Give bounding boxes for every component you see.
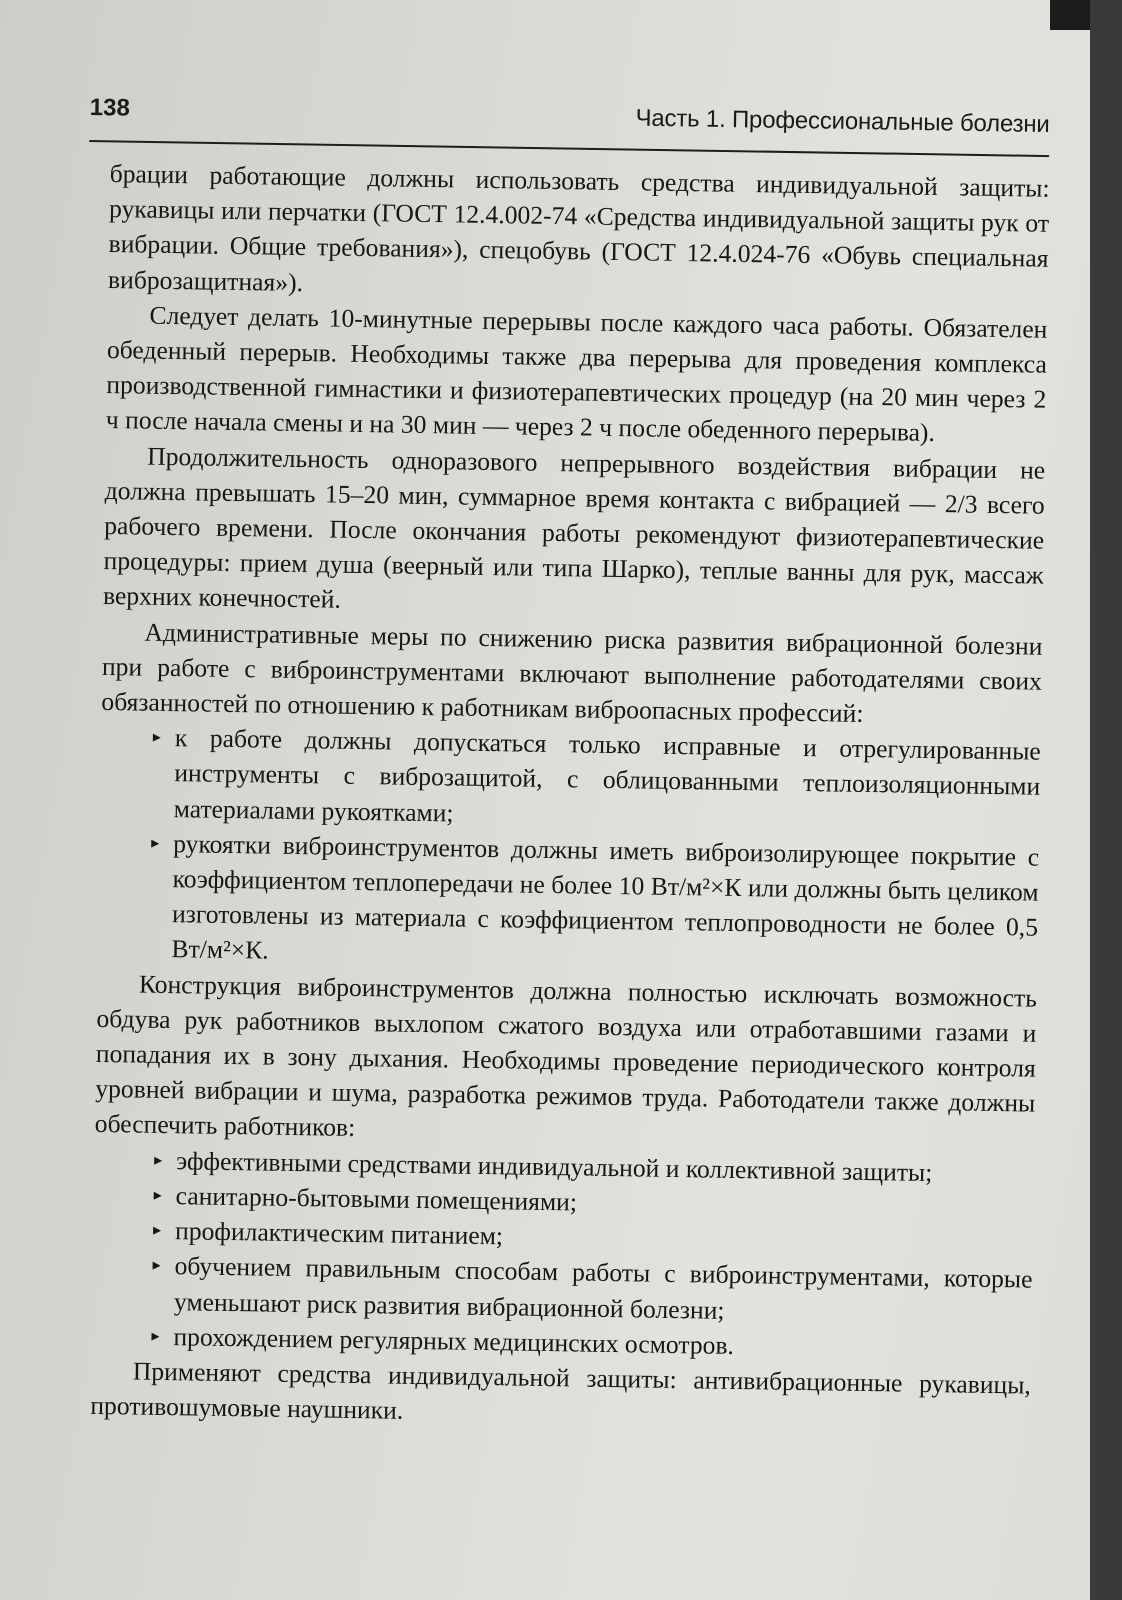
bullet-arrow-icon: ▸ <box>151 834 160 852</box>
page-number: 138 <box>89 94 131 122</box>
list-item-text: рукоятки виброинструментов должны иметь виброизолирующее покрытие с коэффициентом теплопередачи не более 10 Вт/м²×К или должны быть целиком изготовлены из материала с коэффициентом теплопроводности не более 0,5 Вт/м²×К. <box>171 828 1040 966</box>
list-item-text: профилактическим питанием; <box>174 1216 504 1251</box>
bullet-arrow-icon: ▸ <box>152 728 162 747</box>
paragraph-exposure-duration: Продолжительность одноразового непрерывного воздействия вибрации не должна превышать 15–20 мин, суммарное время контакта с вибрацией — 2/3 всего рабочего времени. После окончания работы рекомендуют физиотерапевтические процедуры: прием душа (веерный или типа Шарко), теплые ванны для рук, массаж верхних конечностей. <box>102 441 1046 615</box>
paragraph-breaks: Следует делать 10-минутные перерывы после каждого часа работы. Обязателен обеденный перерыв. Необходимы также два перерыва для проведения комплекса производственной гимнастики и физиотерапевтических процедур (на 20 мин через 2 ч после начала смены и на 30 мин — через 2 ч после обеденного перерыва). <box>105 300 1048 448</box>
running-title: Часть 1. Профессиональные болезни <box>635 104 1050 139</box>
paragraph-ppe: Применяют средства индивидуальной защиты: антивибрационные рукавицы, противошумовые наушники. <box>90 1356 1032 1425</box>
list-item-text: обучением правильным способам работы с виброинструментами, которые уменьшают риск развития вибрационной болезни; <box>173 1251 1033 1325</box>
list-item-text: санитарно-бытовыми помещениями; <box>175 1181 578 1217</box>
list-item-text: эффективными средствами индивидуальной и коллективной защиты; <box>176 1145 933 1187</box>
list-item <box>149 826 1039 981</box>
list-item <box>151 720 1041 840</box>
bullet-arrow-icon: ▸ <box>154 1151 163 1169</box>
page-header <box>89 94 1050 157</box>
bullet-arrow-icon: ▸ <box>152 1257 161 1275</box>
bullet-arrow-icon: ▸ <box>153 1186 162 1204</box>
paragraph-continuation: брации работающие должны использовать средства индивидуальной защиты: рукавицы или перчатки (ГОСТ 12.4.002-74 «Средства индивидуальной защиты рук от вибрации. Общие требования»), спецобувь (ГОСТ 12.4.024-76 «Обувь специальная виброзащитная»). <box>107 158 1050 297</box>
bullet-arrow-icon: ▸ <box>152 1221 162 1240</box>
bullet-arrow-icon: ▸ <box>151 1327 160 1345</box>
page-body <box>90 156 1050 1438</box>
paragraph-administrative-measures: Административные меры по снижению риска развития вибрационной болезни при работе с виброинструментами включают выполнение работодателями своих обязанностей по отношению к работникам виброопасных профессий: <box>101 617 1043 728</box>
worker-provisions-list <box>91 1142 1034 1368</box>
list-item-text: прохождением регулярных медицинских осмотров. <box>173 1321 735 1360</box>
employer-duties-list <box>97 719 1041 980</box>
paragraph-tool-design: Конструкция виброинструментов должна полностью исключать возможность обдува рук работников выхлопом сжатого воздуха или отработавшими газами и попадания их в зону дыхания. Необходимы проведение периодического контроля уровней вибрации и шума, разработка режимов труда. Работодатели также должны обеспечить работников: <box>94 969 1038 1143</box>
page-corner-shadow <box>1050 0 1090 30</box>
list-item-text: к работе должны допускаться только исправные и отрегулированные инструменты с виброзащитой, с облицованными теплоизоляционными материалами рукоятками; <box>173 723 1041 828</box>
